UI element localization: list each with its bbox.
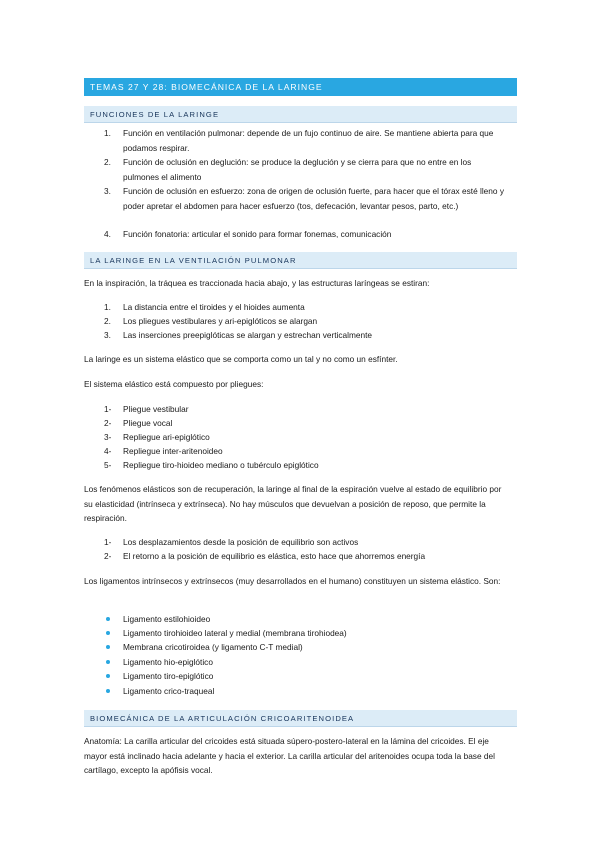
list-item [104,328,509,343]
list-item [104,227,509,242]
list-item [104,669,509,684]
list-item [104,314,509,329]
bullet-icon [106,660,110,664]
list-item [104,655,509,670]
list-item-text: Las inserciones preepiglóticas se alargan y estrechan verticalmente [123,330,373,340]
list-marker: 3- [104,432,112,442]
list-marker: 2. [104,316,111,326]
list-item-text: Pliegue vocal [123,418,173,428]
list-item-text: Repliegue tiro-hioideo mediano o tubérculo epiglótico [123,460,319,470]
list-item-text: Repliegue inter-aritenoideo [123,446,223,456]
bullet-icon [106,674,110,678]
list-item-text: Ligamento crico-traqueal [123,686,215,696]
list-item-text: El retorno a la posición de equilibrio es elástica, esto hace que ahorremos energía [123,551,426,561]
list-item [104,626,509,641]
list-item [104,300,509,315]
list-marker: 1. [104,128,111,138]
list-marker: 4- [104,446,112,456]
list-item-text: Función fonatoria: articular el sonido para formar fonemas, comunicación [123,229,392,239]
list-item-text: La distancia entre el tiroides y el hioides aumenta [123,302,305,312]
bullet-icon [106,645,110,649]
list-item-text: Pliegue vestibular [123,404,189,414]
list-item-text: Repliegue ari-epiglótico [123,432,210,442]
list-marker: 1- [104,537,112,547]
list-marker: 4. [104,229,111,239]
paragraph-compuesto: El sistema elástico está compuesto por pliegues: [84,379,264,389]
list-item-text: Función de oclusión en deglución: se produce la deglución y se cierra para que no entre en los pulmones el alimento [123,157,472,182]
list-marker: 2- [104,551,112,561]
list-marker: 1. [104,302,111,312]
list-item [104,416,509,431]
list-item-text: Función de oclusión en esfuerzo: zona de origen de oclusión fuerte, para hacer que el tórax esté lleno y poder apretar el abdomen para hacer esfuerzo (tos, defecación, levantar pesos, parto, etc.) [123,186,504,211]
paragraph-ligamentos: Los ligamentos intrínsecos y extrínsecos (muy desarrollados en el humano) constituyen un sistema elástico. Son: [84,576,501,586]
list-item [104,458,509,473]
paragraph-fenomenos: Los fenómenos elásticos son de recuperación, la laringe al final de la espiración vuelve al estado de equilibrio por su elasticidad (intrínseca y extrínseca). No hay músculos que devuelvan a posición de reposo, que permite la respiración. [84,484,502,523]
document-title: TEMAS 27 Y 28: BIOMECÁNICA DE LA LARINGE [84,78,517,96]
list-item [104,126,509,155]
list-marker: 2- [104,418,112,428]
list-item-text: Los desplazamientos desde la posición de equilibrio son activos [123,537,359,547]
list-item [104,444,509,459]
list-item-text: Los pliegues vestibulares y ari-epiglóticos se alargan [123,316,318,326]
bullet-icon [106,631,110,635]
list-item [104,684,509,699]
list-item [104,184,509,213]
section-heading-ventilacion: LA LARINGE EN LA VENTILACIÓN PULMONAR [84,252,517,269]
list-marker: 2. [104,157,111,167]
list-item [104,430,509,445]
list-marker: 3. [104,186,111,196]
list-item-text: Membrana cricotiroidea (y ligamento C-T medial) [123,642,303,652]
paragraph-intro: En la inspiración, la tráquea es traccionada hacia abajo, y las estructuras laríngeas se estiran: [84,278,430,288]
list-item [104,155,509,184]
list-item-text: Ligamento tirohioideo lateral y medial (membrana tirohiodea) [123,628,347,638]
bullet-icon [106,617,110,621]
list-item-text: Ligamento tiro-epiglótico [123,671,214,681]
section-heading-cricoaritenoidea: BIOMECÁNICA DE LA ARTICULACIÓN CRICOARITENOIDEA [84,710,517,727]
list-item [104,549,509,564]
list-marker: 1- [104,404,112,414]
list-item [104,402,509,417]
paragraph-anatomia: Anatomía: La carilla articular del cricoides está situada súpero-postero-lateral en la lámina del cricoides. El eje mayor está inclinado hacia adelante y hacia el exterior. La carilla articular del aritenoides ocupa toda la base del cartílago, excepto la apófisis vocal. [84,736,495,775]
list-item [104,535,509,550]
list-item-text: Ligamento hio-epiglótico [123,657,213,667]
paragraph-sistema: La laringe es un sistema elástico que se comporta como un tal y no como un esfínter. [84,354,398,364]
bullet-icon [106,689,110,693]
list-marker: 5- [104,460,112,470]
list-item-text: Función en ventilación pulmonar: depende de un fujo continuo de aire. Se mantiene abierta para que podamos respirar. [123,128,494,153]
list-marker: 3. [104,330,111,340]
list-item [104,612,509,627]
list-item [104,640,509,655]
list-item-text: Ligamento estilohioideo [123,614,211,624]
section-heading-funciones: FUNCIONES DE LA LARINGE [84,106,517,123]
